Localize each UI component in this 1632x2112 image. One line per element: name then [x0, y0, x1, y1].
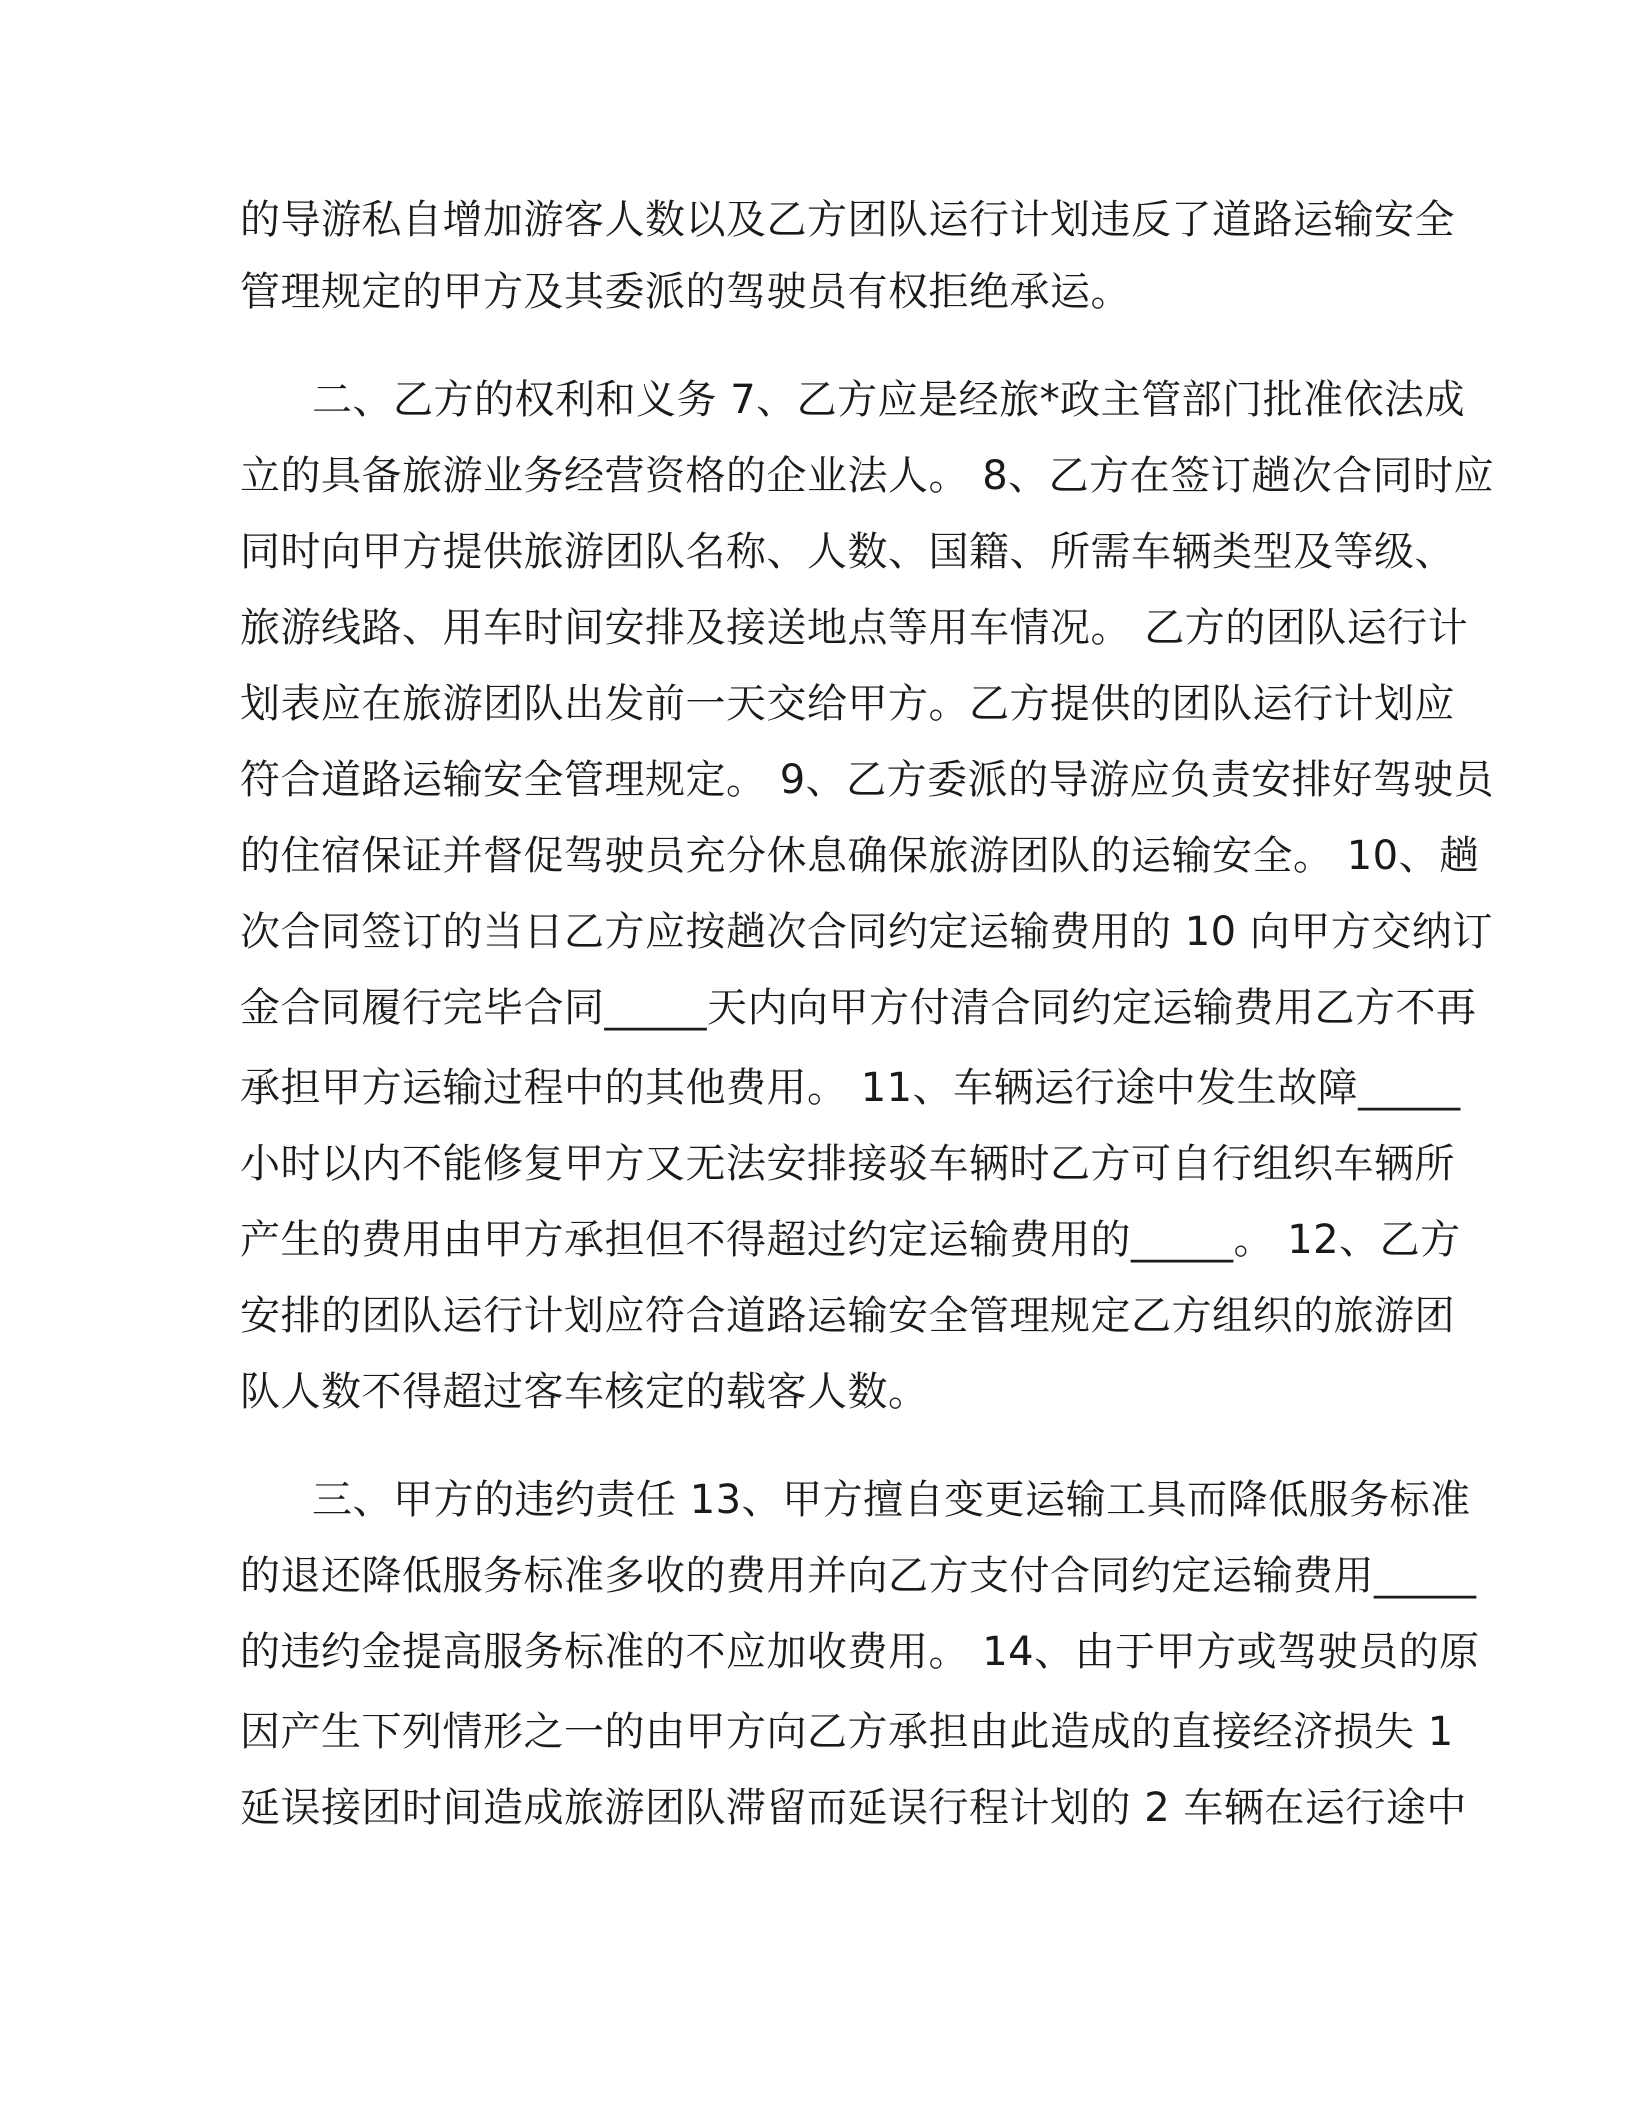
paragraph-2-line-2: 立的具备旅游业务经营资格的企业法人。 8、乙方在签订趟次合同时应 [240, 453, 1495, 499]
paragraph-2-line-3: 同时向甲方提供旅游团队名称、人数、国籍、所需车辆类型及等级、 [240, 529, 1455, 575]
paragraph-2-line-9: 金合同履行完毕合同_____天内向甲方付清合同约定运输费用乙方不再 [240, 985, 1477, 1031]
paragraph-3-line-2: 的退还降低服务标准多收的费用并向乙方支付合同约定运输费用_____ [240, 1553, 1477, 1599]
paragraph-3-line-4: 因产生下列情形之一的由甲方向乙方承担由此造成的直接经济损失 1 [240, 1709, 1454, 1755]
paragraph-2-line-11: 小时以内不能修复甲方又无法安排接驳车辆时乙方可自行组织车辆所 [240, 1141, 1455, 1187]
paragraph-2-line-8: 次合同签订的当日乙方应按趟次合同约定运输费用的 10 向甲方交纳订 [240, 909, 1493, 955]
paragraph-3-line-5: 延误接团时间造成旅游团队滞留而延误行程计划的 2 车辆在运行途中 [240, 1785, 1467, 1831]
paragraph-2-line-14: 队人数不得超过客车核定的载客人数。 [240, 1369, 929, 1415]
paragraph-1-line-1: 的导游私自增加游客人数以及乙方团队运行计划违反了道路运输安全 [240, 197, 1455, 243]
paragraph-1-line-2: 管理规定的甲方及其委派的驾驶员有权拒绝承运。 [240, 269, 1131, 315]
paragraph-2-line-7: 的住宿保证并督促驾驶员充分休息确保旅游团队的运输安全。 10、趟 [240, 833, 1480, 879]
paragraph-2-line-12: 产生的费用由甲方承担但不得超过约定运输费用的_____。 12、乙方 [240, 1217, 1461, 1263]
paragraph-2-line-10: 承担甲方运输过程中的其他费用。 11、车辆运行途中发生故障_____ [240, 1065, 1461, 1111]
paragraph-2-line-1: 二、乙方的权利和义务 7、乙方应是经旅*政主管部门批准依法成 [312, 377, 1466, 423]
paragraph-2-line-6: 符合道路运输安全管理规定。 9、乙方委派的导游应负责安排好驾驶员 [240, 757, 1495, 803]
paragraph-2-line-5: 划表应在旅游团队出发前一天交给甲方。乙方提供的团队运行计划应 [240, 681, 1455, 727]
paragraph-2-line-13: 安排的团队运行计划应符合道路运输安全管理规定乙方组织的旅游团 [240, 1293, 1455, 1339]
paragraph-2-line-4: 旅游线路、用车时间安排及接送地点等用车情况。 乙方的团队运行计 [240, 605, 1469, 651]
paragraph-3-line-1: 三、甲方的违约责任 13、甲方擅自变更运输工具而降低服务标准 [312, 1477, 1471, 1523]
paragraph-3-line-3: 的违约金提高服务标准的不应加收费用。 14、由于甲方或驾驶员的原 [240, 1629, 1480, 1675]
